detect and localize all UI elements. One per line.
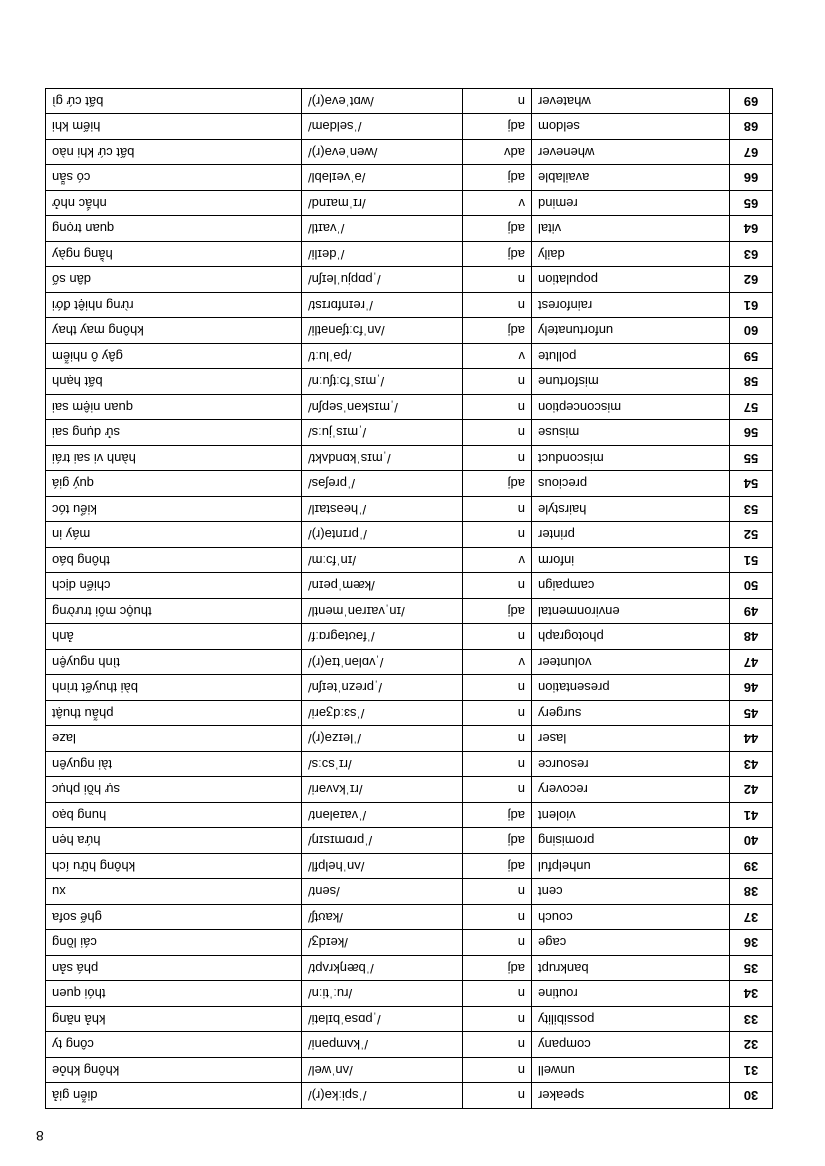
entry-pronunciation: /ˈkʌmpəni/ [302,1032,463,1058]
entry-pronunciation: /ˌpɒsəˈbɪləti/ [302,1007,463,1033]
entry-pronunciation: /ˈheəstaɪl/ [302,497,463,523]
entry-number: 30 [730,1083,773,1109]
vocabulary-table [45,88,773,1109]
table-row [46,344,773,370]
entry-number: 32 [730,1032,773,1058]
table-row [46,879,773,905]
entry-number: 45 [730,701,773,727]
entry-word: company [532,1032,730,1058]
entry-number: 40 [730,828,773,854]
entry-number: 54 [730,471,773,497]
entry-meaning: xu [46,879,302,905]
entry-meaning: quý giá [46,471,302,497]
entry-part-of-speech: n [463,369,532,395]
entry-part-of-speech: adj [463,471,532,497]
entry-number: 49 [730,599,773,625]
entry-pronunciation: /ˌmɪskənˈsepʃn/ [302,395,463,421]
entry-pronunciation: /sent/ [302,879,463,905]
entry-number: 64 [730,216,773,242]
entry-number: 59 [730,344,773,370]
table-row [46,242,773,268]
entry-number: 47 [730,650,773,676]
entry-meaning: hành vi sai trái [46,446,302,472]
entry-part-of-speech: adj [463,165,532,191]
entry-meaning: máy in [46,522,302,548]
table-row [46,140,773,166]
entry-part-of-speech: n [463,930,532,956]
entry-number: 35 [730,956,773,982]
entry-meaning: bất cứ khi nào [46,140,302,166]
entry-meaning: có sẵn [46,165,302,191]
entry-pronunciation: /ɪnˌvaɪrənˈmentl/ [302,599,463,625]
entry-word: surgery [532,701,730,727]
entry-pronunciation: /ˌpɒpjuˈleɪʃn/ [302,267,463,293]
entry-word: whatever [532,89,730,115]
entry-word: volunteer [532,650,730,676]
entry-pronunciation: /ˈpreʃəs/ [302,471,463,497]
entry-word: photograph [532,624,730,650]
table-row [46,726,773,752]
entry-number: 66 [730,165,773,191]
entry-meaning: thông báo [46,548,302,574]
entry-part-of-speech: v [463,548,532,574]
entry-meaning: ảnh [46,624,302,650]
table-row [46,599,773,625]
table-row [46,803,773,829]
entry-number: 39 [730,854,773,880]
entry-word: presentation [532,675,730,701]
entry-meaning: sử dụng sai [46,420,302,446]
entry-word: routine [532,981,730,1007]
entry-number: 57 [730,395,773,421]
entry-part-of-speech: adj [463,956,532,982]
entry-meaning: kiểu tóc [46,497,302,523]
entry-word: unfortunately [532,318,730,344]
entry-pronunciation: /ˌpreznˈteɪʃn/ [302,675,463,701]
table-row [46,956,773,982]
entry-pronunciation: /rɪˈmaɪnd/ [302,191,463,217]
table-row [46,624,773,650]
entry-meaning: quan trọng [46,216,302,242]
entry-meaning: sự hồi phục [46,777,302,803]
entry-word: violent [532,803,730,829]
entry-part-of-speech: n [463,1058,532,1084]
entry-meaning: nhắc nhở [46,191,302,217]
entry-word: remind [532,191,730,217]
entry-part-of-speech: n [463,497,532,523]
entry-part-of-speech: adj [463,854,532,880]
entry-pronunciation: /ʌnˈwel/ [302,1058,463,1084]
entry-part-of-speech: v [463,344,532,370]
entry-word: vital [532,216,730,242]
entry-number: 34 [730,981,773,1007]
entry-word: recovery [532,777,730,803]
entry-part-of-speech: n [463,879,532,905]
entry-number: 68 [730,114,773,140]
entry-part-of-speech: v [463,191,532,217]
entry-meaning: phẫu thuật [46,701,302,727]
entry-number: 42 [730,777,773,803]
entry-part-of-speech: adj [463,599,532,625]
entry-meaning: công ty [46,1032,302,1058]
entry-meaning: khả năng [46,1007,302,1033]
table-row [46,905,773,931]
entry-pronunciation: /ˈsɜːdʒəri/ [302,701,463,727]
entry-meaning: thói quen [46,981,302,1007]
entry-pronunciation: /kaʊtʃ/ [302,905,463,931]
entry-part-of-speech: adj [463,216,532,242]
entry-part-of-speech: adj [463,114,532,140]
entry-part-of-speech: n [463,981,532,1007]
table-row [46,828,773,854]
table-row [46,1007,773,1033]
table-row [46,165,773,191]
entry-word: couch [532,905,730,931]
entry-meaning: bất cứ gì [46,89,302,115]
table-row [46,522,773,548]
table-row [46,675,773,701]
entry-pronunciation: /ˈprɪntə(r)/ [302,522,463,548]
entry-pronunciation: /ˈbæŋkrʌpt/ [302,956,463,982]
entry-word: pollute [532,344,730,370]
entry-number: 61 [730,293,773,319]
entry-pronunciation: /wɒtˈevə(r)/ [302,89,463,115]
entry-pronunciation: /ʌnˈfɔːtʃənətli/ [302,318,463,344]
entry-pronunciation: /ˌvɒlənˈtɪə(r)/ [302,650,463,676]
entry-part-of-speech: adj [463,803,532,829]
entry-number: 58 [730,369,773,395]
entry-meaning: hiếm khi [46,114,302,140]
entry-word: misfortune [532,369,730,395]
entry-number: 50 [730,573,773,599]
entry-pronunciation: /ruːˈtiːn/ [302,981,463,1007]
entry-part-of-speech: n [463,624,532,650]
entry-number: 60 [730,318,773,344]
page-number: 8 [36,1128,44,1144]
entry-number: 48 [730,624,773,650]
entry-pronunciation: /ʌnˈhelpfl/ [302,854,463,880]
entry-part-of-speech: n [463,1083,532,1109]
entry-number: 36 [730,930,773,956]
entry-meaning: gây ô nhiễm [46,344,302,370]
entry-word: population [532,267,730,293]
entry-word: cage [532,930,730,956]
entry-meaning: laze [46,726,302,752]
entry-meaning: quan niệm sai [46,395,302,421]
entry-part-of-speech: n [463,675,532,701]
entry-number: 53 [730,497,773,523]
entry-number: 63 [730,242,773,268]
entry-part-of-speech: adj [463,318,532,344]
entry-pronunciation: /wenˈevə(r)/ [302,140,463,166]
entry-meaning: hứa hẹn [46,828,302,854]
entry-meaning: hung bạo [46,803,302,829]
entry-meaning: bất hạnh [46,369,302,395]
entry-word: misconduct [532,446,730,472]
entry-part-of-speech: v [463,650,532,676]
entry-word: available [532,165,730,191]
entry-word: printer [532,522,730,548]
entry-part-of-speech: n [463,573,532,599]
entry-number: 38 [730,879,773,905]
entry-part-of-speech: n [463,905,532,931]
entry-word: hairstyle [532,497,730,523]
entry-word: campaign [532,573,730,599]
entry-part-of-speech: adj [463,828,532,854]
table-row [46,548,773,574]
table-row [46,573,773,599]
table-row [46,930,773,956]
entry-pronunciation: /ˈreɪnfɒrɪst/ [302,293,463,319]
entry-number: 51 [730,548,773,574]
entry-number: 55 [730,446,773,472]
table-row [46,114,773,140]
entry-meaning: tài nguyên [46,752,302,778]
entry-pronunciation: /ˈfəʊtəɡrɑːf/ [302,624,463,650]
entry-meaning: phá sản [46,956,302,982]
entry-number: 62 [730,267,773,293]
entry-word: unwell [532,1058,730,1084]
entry-number: 56 [730,420,773,446]
entry-part-of-speech: n [463,777,532,803]
entry-pronunciation: /ˈseldəm/ [302,114,463,140]
entry-word: misuse [532,420,730,446]
entry-pronunciation: /ˌmɪsˈfɔːtʃuːn/ [302,369,463,395]
entry-pronunciation: /ˌmɪsˈkɒndʌkt/ [302,446,463,472]
entry-word: whenever [532,140,730,166]
entry-part-of-speech: n [463,446,532,472]
entry-word: laser [532,726,730,752]
entry-number: 33 [730,1007,773,1033]
entry-pronunciation: /pəˈluːt/ [302,344,463,370]
entry-meaning: dân số [46,267,302,293]
table-row [46,191,773,217]
entry-part-of-speech: adj [463,242,532,268]
entry-meaning: ghế sofa [46,905,302,931]
entry-pronunciation: /ˌmɪsˈjuːs/ [302,420,463,446]
entry-number: 69 [730,89,773,115]
entry-part-of-speech: n [463,293,532,319]
entry-pronunciation: /ˈvaɪələnt/ [302,803,463,829]
entry-meaning: cái lồng [46,930,302,956]
entry-number: 44 [730,726,773,752]
entry-number: 67 [730,140,773,166]
entry-number: 52 [730,522,773,548]
entry-pronunciation: /ˈspiːkə(r)/ [302,1083,463,1109]
table-row [46,395,773,421]
entry-part-of-speech: n [463,420,532,446]
entry-meaning: hằng ngày [46,242,302,268]
entry-pronunciation: /ˈvaɪtl/ [302,216,463,242]
entry-pronunciation: /keɪdʒ/ [302,930,463,956]
entry-number: 43 [730,752,773,778]
table-row [46,854,773,880]
entry-word: inform [532,548,730,574]
vocabulary-table-body [46,89,773,1109]
entry-pronunciation: /ˈleɪzə(r)/ [302,726,463,752]
table-row [46,650,773,676]
table-row [46,1058,773,1084]
table-row [46,293,773,319]
table-row [46,1032,773,1058]
entry-meaning: tình nguyện [46,650,302,676]
entry-number: 65 [730,191,773,217]
entry-word: unhelpful [532,854,730,880]
table-row [46,318,773,344]
entry-word: bankrupt [532,956,730,982]
entry-word: daily [532,242,730,268]
entry-number: 46 [730,675,773,701]
entry-word: cent [532,879,730,905]
entry-part-of-speech: n [463,522,532,548]
table-row [46,752,773,778]
entry-part-of-speech: adv [463,140,532,166]
entry-pronunciation: /ˈdeɪli/ [302,242,463,268]
table-row [46,420,773,446]
entry-pronunciation: /ˈprɒmɪsɪŋ/ [302,828,463,854]
table-row [46,446,773,472]
table-row [46,89,773,115]
entry-meaning: bài thuyết trình [46,675,302,701]
table-row [46,777,773,803]
entry-word: speaker [532,1083,730,1109]
entry-number: 31 [730,1058,773,1084]
table-row [46,497,773,523]
entry-word: rainforest [532,293,730,319]
entry-word: environmental [532,599,730,625]
entry-word: resource [532,752,730,778]
entry-word: precious [532,471,730,497]
entry-meaning: không khỏe [46,1058,302,1084]
table-row [46,701,773,727]
entry-pronunciation: /kæmˈpeɪn/ [302,573,463,599]
entry-meaning: không hữu ích [46,854,302,880]
entry-word: seldom [532,114,730,140]
entry-part-of-speech: n [463,395,532,421]
table-row [46,981,773,1007]
entry-pronunciation: /əˈveɪləbl/ [302,165,463,191]
entry-part-of-speech: n [463,89,532,115]
entry-number: 37 [730,905,773,931]
entry-pronunciation: /ɪnˈfɔːm/ [302,548,463,574]
entry-word: possibility [532,1007,730,1033]
entry-meaning: thuộc môi trường [46,599,302,625]
entry-meaning: chiến dịch [46,573,302,599]
table-row [46,267,773,293]
table-row [46,471,773,497]
entry-word: misconception [532,395,730,421]
entry-part-of-speech: n [463,267,532,293]
table-row [46,1083,773,1109]
table-row [46,369,773,395]
entry-pronunciation: /rɪˈkʌvəri/ [302,777,463,803]
table-row [46,216,773,242]
entry-meaning: diễn giả [46,1083,302,1109]
entry-number: 41 [730,803,773,829]
entry-part-of-speech: n [463,1032,532,1058]
entry-part-of-speech: n [463,701,532,727]
entry-word: promising [532,828,730,854]
entry-part-of-speech: n [463,752,532,778]
entry-part-of-speech: n [463,1007,532,1033]
entry-meaning: không may thay [46,318,302,344]
entry-pronunciation: /rɪˈsɔːs/ [302,752,463,778]
entry-meaning: rừng nhiệt đới [46,293,302,319]
entry-part-of-speech: n [463,726,532,752]
